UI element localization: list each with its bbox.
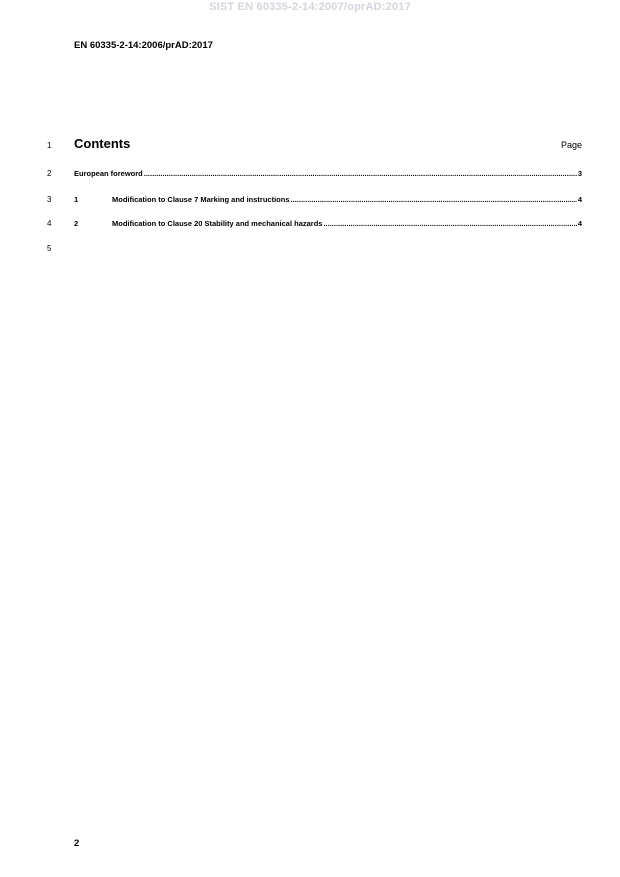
toc-entry-page: 4 xyxy=(577,219,582,228)
toc-entry-european-foreword[interactable] xyxy=(74,169,582,178)
line-number: 5 xyxy=(47,244,52,253)
toc-entry-number: 2 xyxy=(74,219,79,228)
toc-leader-dots xyxy=(291,195,577,204)
toc-entry-title: Modification to Clause 20 Stability and mechanical hazards xyxy=(112,219,323,228)
toc-entry-title: European foreword xyxy=(74,169,143,178)
line-number: 3 xyxy=(47,195,52,204)
page-number: 2 xyxy=(74,838,80,849)
toc-entry-title: Modification to Clause 7 Marking and instructions xyxy=(112,195,290,204)
document-identifier: EN 60335-2-14:2006/prAD:2017 xyxy=(74,40,213,51)
toc-leader-dots xyxy=(144,169,577,178)
toc-entry-page: 4 xyxy=(577,195,582,204)
line-number: 2 xyxy=(47,169,52,178)
toc-entry-page: 3 xyxy=(577,169,582,178)
toc-entry-clause-20[interactable] xyxy=(74,219,582,228)
toc-entry-clause-7[interactable] xyxy=(74,195,582,204)
line-number: 1 xyxy=(47,141,52,150)
toc-leader-dots xyxy=(323,219,576,228)
contents-heading: Contents xyxy=(74,136,131,151)
line-number: 4 xyxy=(47,219,52,228)
page-column-label: Page xyxy=(560,140,582,150)
watermark: SIST EN 60335-2-14:2007/oprAD:2017 xyxy=(209,1,411,13)
toc-entry-number: 1 xyxy=(74,195,79,204)
